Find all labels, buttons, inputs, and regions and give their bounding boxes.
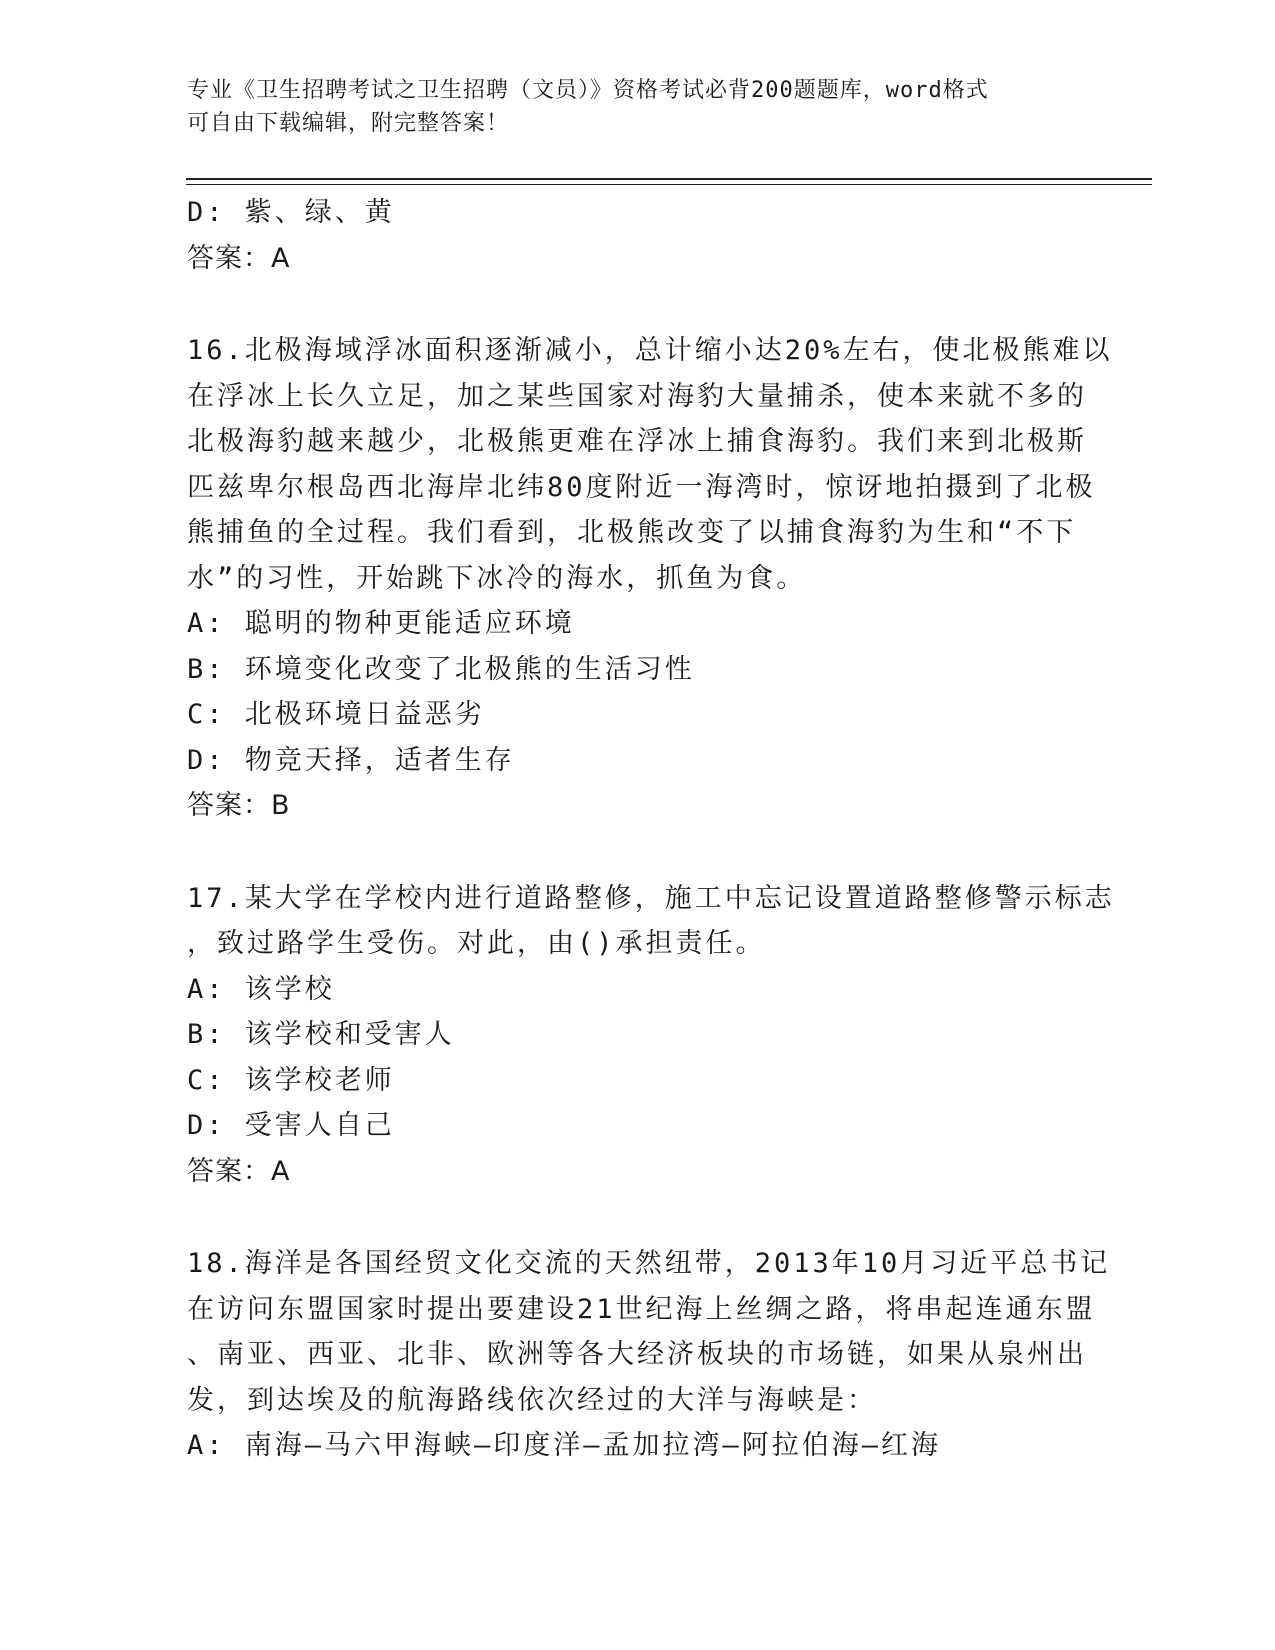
- answer-line: 答案：A: [187, 1155, 291, 1187]
- option-b: B: 环境变化改变了北极熊的生活习性: [187, 653, 695, 685]
- option-a: A: 该学校: [187, 973, 335, 1005]
- question-17: [187, 876, 1115, 1195]
- question-15: [187, 190, 1092, 281]
- question-text-line: ，致过路学生受伤。对此，由()承担责任。: [187, 928, 766, 959]
- answer-line: 答案：B: [187, 790, 291, 821]
- option-d: D: 紫、绿、黄: [187, 197, 395, 228]
- option-d: D: 受害人自己: [187, 1110, 395, 1141]
- question-text-line: 水”的习性，开始跳下冰冷的海水，抓鱼为食。: [187, 562, 807, 594]
- question-list: [187, 190, 1115, 1469]
- question-text-line: 在访问东盟国家时提出要建设21世纪海上丝绸之路，将串起连通东盟: [187, 1293, 1096, 1325]
- header-divider-thin: [186, 184, 1152, 185]
- question-text-line: 发，到达埃及的航海路线依次经过的大洋与海峡是：: [187, 1384, 877, 1416]
- document-header: [187, 74, 1087, 140]
- question-16: [187, 328, 1113, 829]
- question-text-line: 18.海洋是各国经贸文化交流的天然纽带，2013年10月习近平总书记: [187, 1248, 1111, 1279]
- option-c: C: 该学校老师: [187, 1064, 395, 1096]
- question-text-line: 17.某大学在学校内进行道路整修，施工中忘记设置道路整修警示标志: [187, 882, 1115, 914]
- header-divider-thick: [186, 178, 1152, 180]
- question-text-line: 北极海豹越来越少，北极熊更难在浮冰上捕食海豹。我们来到北极斯: [187, 426, 1087, 457]
- option-d: D: 物竞天择，适者生存: [187, 744, 515, 776]
- header-line-2: 可自由下载编辑，附完整答案！: [187, 111, 510, 136]
- header-line-1: 专业《卫生招聘考试之卫生招聘（文员）》资格考试必背200题题库，word格式: [187, 78, 989, 103]
- question-text-line: 在浮冰上长久立足，加之某些国家对海豹大量捕杀，使本来就不多的: [187, 380, 1087, 412]
- spacer: [187, 1194, 1092, 1241]
- option-b: B: 该学校和受害人: [187, 1019, 455, 1050]
- question-text-line: 16.北极海域浮冰面积逐渐减小，总计缩小达20%左右，使北极熊难以: [187, 335, 1113, 366]
- spacer: [187, 281, 1092, 328]
- question-text-line: 熊捕鱼的全过程。我们看到，北极熊改变了以捕食海豹为生和“不下: [187, 517, 1077, 548]
- question-text-line: 匹兹卑尔根岛西北海岸北纬80度附近一海湾时，惊讶地拍摄到了北极: [187, 471, 1096, 503]
- option-a: A: 聪明的物种更能适应环境: [187, 608, 575, 639]
- answer-line: 答案：A: [187, 242, 291, 274]
- question-text-line: 、南亚、西亚、北非、欧洲等各大经济板块的市场链，如果从泉州出: [187, 1339, 1087, 1370]
- option-c: C: 北极环境日益恶劣: [187, 699, 485, 730]
- option-a: A: 南海—马六甲海峡—印度洋—孟加拉湾—阿拉伯海—红海: [187, 1430, 942, 1461]
- spacer: [187, 829, 1092, 876]
- question-18: [187, 1241, 1111, 1469]
